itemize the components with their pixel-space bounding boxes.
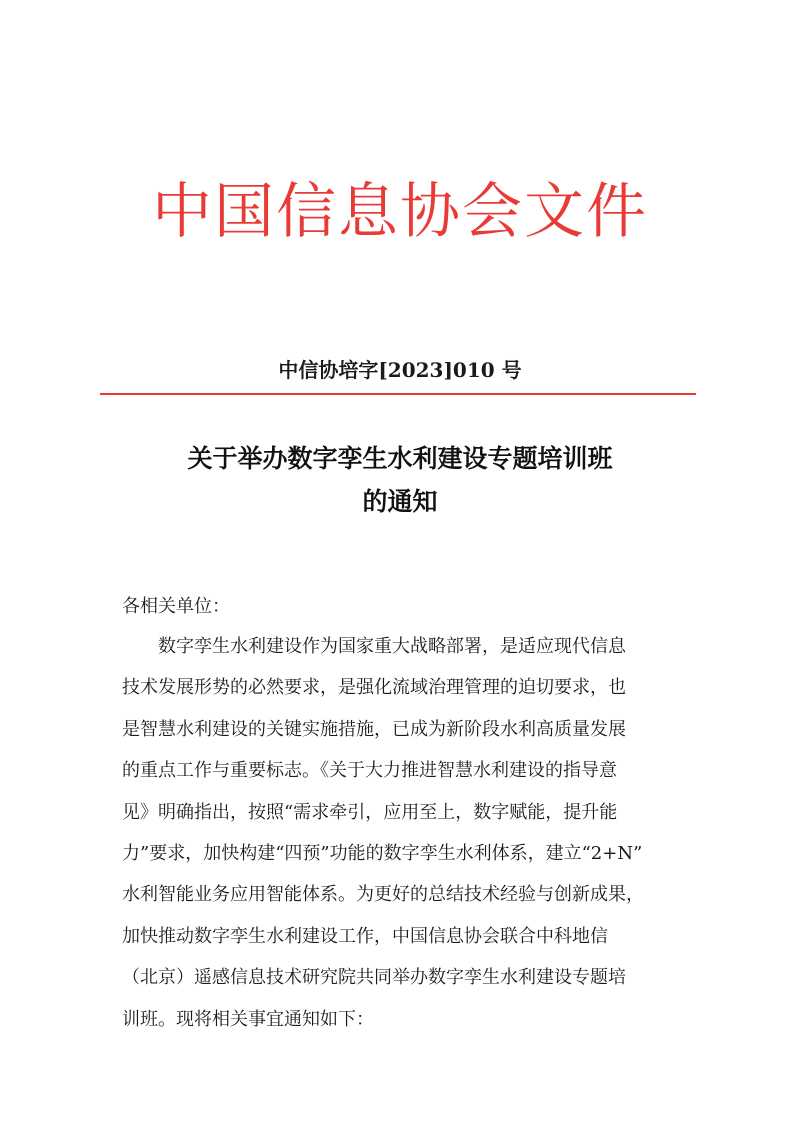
paragraph-line: 数字孪生水利建设作为国家重大战略部署，是适应现代信息 (158, 636, 626, 657)
notice-title-line-1: 关于举办数字孪生水利建设专题培训班 (187, 444, 613, 473)
paragraph-line: 力”要求，加快构建“四预”功能的数字孪生水利体系，建立“2+N” (122, 842, 643, 864)
notice-title-line-2: 的通知 (362, 487, 438, 516)
paragraph-line: 是智慧水利建设的关键实施措施，已成为新阶段水利高质量发展 (122, 718, 626, 740)
paragraph-line: 水利智能业务应用智能体系。为更好的总结技术经验与创新成果， (122, 884, 644, 906)
paragraph-line: 加快推动数字孪生水利建设工作，中国信息协会联合中科地信 (122, 925, 608, 947)
paragraph-line: 见》明确指出，按照“需求牵引，应用至上，数字赋能，提升能 (122, 801, 618, 823)
masthead-title: 中国信息协会文件 (152, 177, 648, 247)
paragraph-line: 的重点工作与重要标志。《关于大力推进智慧水利建设的指导意 (122, 760, 617, 782)
paragraph-line: （北京）遥感信息技术研究院共同举办数字孪生水利建设专题培 (122, 967, 626, 989)
red-divider-line (100, 393, 696, 395)
notice-title (0, 437, 800, 523)
document-number: 中信协培字[2023]010 号 (278, 358, 522, 382)
paragraph-line: 训班。现将相关事宜通知如下： (122, 1008, 374, 1030)
salutation: 各相关单位： (122, 596, 230, 617)
body-paragraph (122, 632, 687, 1046)
paragraph-line: 技术发展形势的必然要求，是强化流域治理管理的迫切要求，也 (122, 677, 626, 699)
